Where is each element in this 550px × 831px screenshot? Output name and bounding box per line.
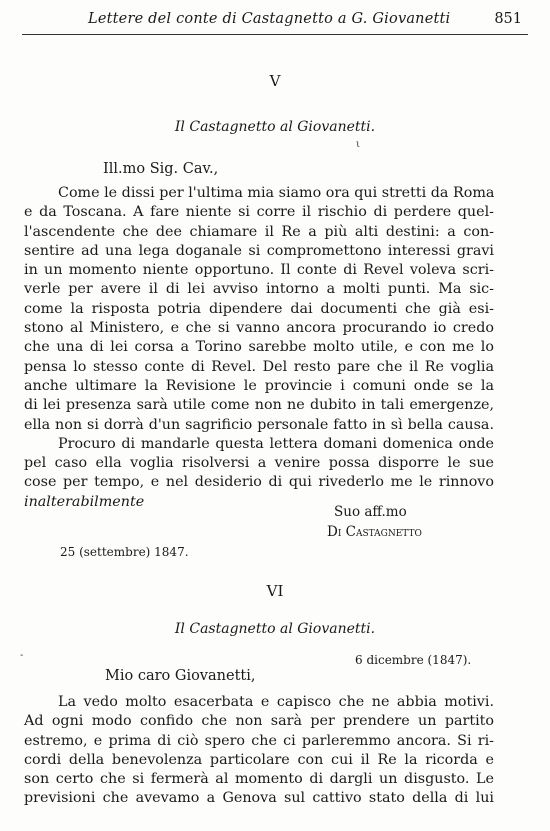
- letter-v-heading: Il Castagnetto al Giovanetti.: [174, 119, 376, 135]
- text-line: cose per tempo, e nel desiderio di qui rivederlo me le rinnovo: [24, 474, 494, 491]
- text-line: previsioni che avevamo a Genova sul cattivo stato della di lui: [24, 790, 494, 807]
- letter-vi-date: 6 dicembre (1847).: [355, 653, 472, 667]
- text-line: Procuro di mandarle questa lettera domani domenica onde: [58, 435, 494, 452]
- letter-v-body: [24, 184, 494, 512]
- stray-mark: -: [20, 650, 24, 661]
- text-line: che una di lei corsa a Torino sarebbe molto utile, e con me lo: [24, 339, 494, 356]
- letter-v-date: 25 (settembre) 1847.: [60, 545, 189, 559]
- stray-mark: ι: [356, 139, 360, 150]
- text-line: Ad ogni modo confido che non sarà per prendere un partito: [24, 713, 494, 730]
- running-header: [22, 8, 528, 35]
- text-line: l'ascendente che dee chiamare il Re a più alti destini: a con-: [24, 223, 494, 240]
- text-line: di lei presenza sarà utile come non ne dubito in tali emergenze,: [24, 397, 494, 414]
- text-line: estremo, e prima di ciò spero che ci parleremmo ancora. Si ri-: [24, 732, 494, 749]
- text-line: pel caso ella voglia risolversi a venire possa disporre le sue: [24, 455, 494, 472]
- text-line: La vedo molto esacerbata e capisco che ne abbia motivi.: [58, 694, 494, 710]
- text-line: sentire ad una lega doganale si compromettono interessi gravi: [24, 242, 494, 259]
- page-number: 851: [494, 11, 522, 27]
- text-line: cordi della benevolenza particolare con cui il Re la ricorda e: [24, 751, 494, 768]
- text-line: come la risposta potria dipendere dai documenti che già esi-: [24, 300, 494, 317]
- text-line: inalterabilmente: [24, 493, 145, 510]
- letter-vi-body: [24, 693, 494, 809]
- letter-v-closing: Suo aff.mo: [334, 504, 407, 520]
- text-line: son certo che si fermerà al momento di dargli un disgusto. Le: [24, 771, 494, 788]
- running-title: Lettere del conte di Castagnetto a G. Giovanetti: [88, 11, 451, 27]
- text-line: stono al Ministero, e che si vanno ancora procurando io credo: [24, 320, 494, 337]
- text-line: anche ultimare la Revisione le provincie i comuni onde se la: [24, 377, 494, 394]
- letter-vi-heading: Il Castagnetto al Giovanetti.: [174, 621, 376, 637]
- letter-v-salutation: Ill.mo Sig. Cav.,: [103, 161, 219, 177]
- letter-v-signature: Di Castagnetto: [327, 524, 422, 540]
- letter-vi-numeral: VI: [266, 582, 284, 600]
- text-line: ella non si dorrà d'un sagrificio personale fatto in sì bella causa.: [24, 416, 494, 433]
- letter-v-numeral: V: [269, 72, 281, 90]
- text-line: in un momento niente opportuno. Il conte di Revel voleva scri-: [24, 262, 494, 279]
- text-line: e da Toscana. A fare niente si corre il rischio di perdere quel-: [24, 204, 494, 221]
- text-line: pensa lo stesso conte di Revel. Del resto pare che il Re voglia: [24, 358, 494, 375]
- text-line: Come le dissi per l'ultima mia siamo ora qui stretti da Roma: [58, 185, 495, 201]
- letter-vi-salutation: Mio caro Giovanetti,: [105, 668, 256, 684]
- text-line: verle per avere il di lei avviso intorno a molti punti. Ma sic-: [24, 281, 494, 298]
